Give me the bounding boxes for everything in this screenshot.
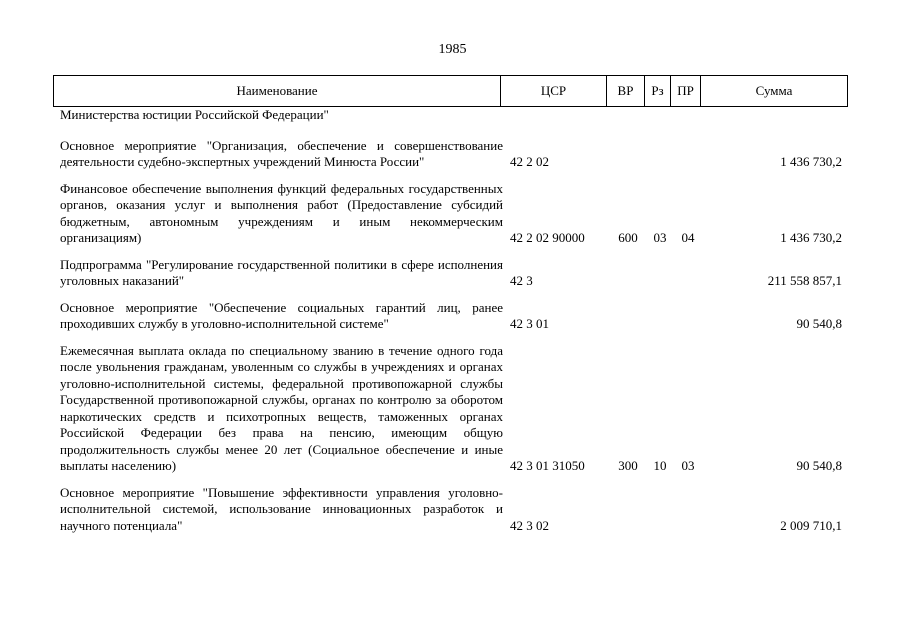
row-rz: 03 (653, 230, 667, 245)
row-name: Основное мероприятие "Повышение эффективности управления уголовно-исполнительной системой, использование инновационных разработок и научного потенциала" (60, 484, 503, 533)
table-row (53, 257, 848, 290)
column-header-sum: Сумма (701, 76, 848, 107)
row-sum: 211 558 857,1 (767, 273, 842, 288)
row-pr: 03 (681, 458, 695, 473)
row-sum: 90 540,8 (796, 458, 842, 473)
row-vr: 300 (618, 458, 638, 473)
table-row (53, 300, 848, 333)
row-sum: 2 009 710,1 (780, 517, 842, 533)
row-vr: 600 (618, 230, 638, 245)
table-row (53, 107, 848, 124)
row-name: Финансовое обеспечение выполнения функций федеральных государственных органов, оказания услуг и выполнения работ (Предоставление субсидий бюджетным, автономным учреждениям и иным некоммерческим организациям) (60, 180, 503, 245)
table-row (53, 485, 848, 535)
row-csr: 42 3 01 31050 (510, 458, 585, 473)
row-csr: 42 2 02 90000 (510, 230, 585, 245)
table-row (53, 343, 848, 475)
row-name: Основное мероприятие "Организация, обеспечение и совершенствование деятельности судебно-экспертных учреждений Минюста России" (60, 137, 503, 169)
table-row (53, 138, 848, 171)
row-rz: 10 (653, 458, 667, 473)
row-csr: 42 3 01 (510, 316, 549, 331)
column-header-rz: Рз (645, 76, 671, 107)
row-name: Министерства юстиции Российской Федерации" (60, 107, 329, 122)
row-csr: 42 3 02 (510, 517, 549, 533)
column-header-name: Наименование (54, 76, 501, 107)
row-name: Основное мероприятие "Обеспечение социальных гарантий лиц, ранее проходивших службу в уголовно-исполнительной системе" (60, 299, 503, 331)
table-row (53, 181, 848, 247)
row-csr: 42 3 (510, 273, 533, 288)
column-header-pr: ПР (671, 76, 701, 107)
row-csr: 42 2 02 (510, 154, 549, 169)
row-sum: 90 540,8 (796, 316, 842, 331)
column-header-vr: ВР (607, 76, 645, 107)
column-header-csr: ЦСР (501, 76, 607, 107)
row-sum: 1 436 730,2 (780, 154, 842, 169)
page-number: 1985 (438, 42, 467, 57)
row-name: Подпрограмма "Регулирование государственной политики в сфере исполнения уголовных наказаний" (60, 256, 503, 288)
row-pr: 04 (681, 230, 695, 245)
table-body (53, 107, 848, 544)
table-header (53, 75, 848, 107)
row-sum: 1 436 730,2 (780, 230, 842, 245)
row-name: Ежемесячная выплата оклада по специальному званию в течение одного года после увольнения гражданам, уволенным со службы в учреждениях и органах уголовно-исполнительной системы, федеральной противопожарной службы Государственной противопожарной службы, органах по контролю за оборотом наркотических средств и психотропных веществ, таможенных органах Российской Федерации без права на пенсию, имеющим общую продолжительность службы менее 20 лет (Социальное обеспечение и иные выплаты населению) (60, 342, 503, 473)
